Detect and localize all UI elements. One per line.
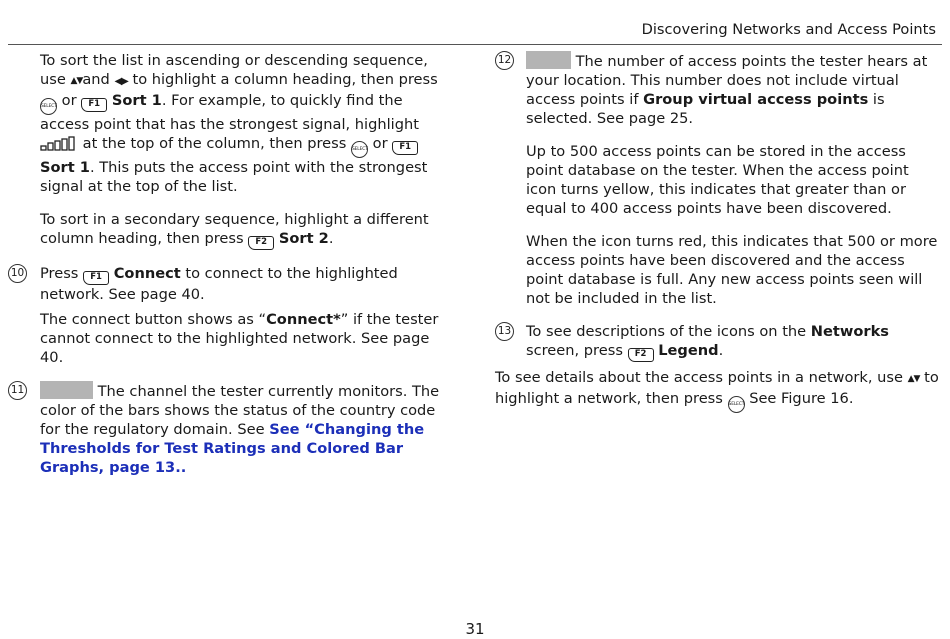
details-paragraph: To see details about the access points in a network, use ▲▼ to highlight a network, then press SELECT See Figure 16. — [495, 368, 940, 413]
callout-number: 12 — [495, 51, 514, 70]
callout-number: 10 — [8, 264, 27, 283]
f2-key-icon: F2 — [248, 236, 274, 250]
callout-number: 11 — [8, 381, 27, 400]
signal-strength-icon — [40, 136, 78, 151]
right-column — [495, 51, 940, 427]
callout-number: 13 — [495, 322, 514, 341]
left-right-arrow-icon: ◀▶ — [114, 76, 128, 87]
sort-paragraph-1: To sort the list in ascending or descending sequence, use ▲▼and ◀▶ to highlight a column heading, then press SELECT or F1 Sort 1. For example, to quickly find the access point that has the strongest signal, highlight at the top of the column, then press SELECT or F1 Sort 1. This puts the access point with the strongest signal at the top of the list. — [40, 52, 438, 195]
access-point-count-placeholder-graphic — [526, 51, 571, 69]
page-number: 31 — [465, 620, 485, 638]
channel-placeholder-graphic — [40, 381, 93, 399]
callout-11: 11 The channel the tester currently monitors. The color of the bars shows the status of the country code for the regulatory domain. See See “Changing the Thresholds for Test Ratings and Colored Bar Graphs, page 13.. — [40, 381, 450, 477]
select-key-icon: SELECT — [351, 141, 368, 158]
callout-10: 10 Press F1 Connect to connect to the highlighted network. See page 40. The connect button shows as “Connect*” if the tester cannot connect to the highlighted network. See page 40. — [40, 264, 450, 367]
callout-12: 12 The number of access points the tester hears at your location. This number does not include virtual access points if Group virtual access points is selected. See page 25. Up to 500 access points can be stored in the access point database on the tester. When the access point icon turns yellow, this indicates that greater than or equal to 400 access points have been discovered. When the icon turns red, this indicates that 500 or more access points have been discovered and the access point database is full. Any new access points seen will not be included in the list. — [495, 51, 940, 308]
f1-key-icon: F1 — [83, 271, 109, 285]
left-column — [10, 51, 450, 491]
up-down-arrow-icon: ▲▼ — [70, 76, 83, 86]
select-key-icon: SELECT — [40, 98, 57, 115]
up-down-arrow-icon: ▲▼ — [907, 374, 920, 384]
callout-13: 13 To see descriptions of the icons on the Networks screen, press F2 Legend. — [495, 322, 940, 362]
running-header: Discovering Networks and Access Points — [641, 21, 936, 38]
f1-key-icon: F1 — [392, 141, 418, 155]
thresholds-link[interactable]: See “Changing the Thresholds for Test Ratings and Colored Bar Graphs, page 13. — [40, 421, 425, 476]
select-key-icon: SELECT — [728, 396, 745, 413]
header-rule — [8, 44, 942, 45]
sort-paragraph-2: To sort in a secondary sequence, highlight a different column heading, then press F2 Sort 2. — [40, 210, 450, 250]
f1-key-icon: F1 — [81, 98, 107, 112]
f2-key-icon: F2 — [628, 348, 654, 362]
